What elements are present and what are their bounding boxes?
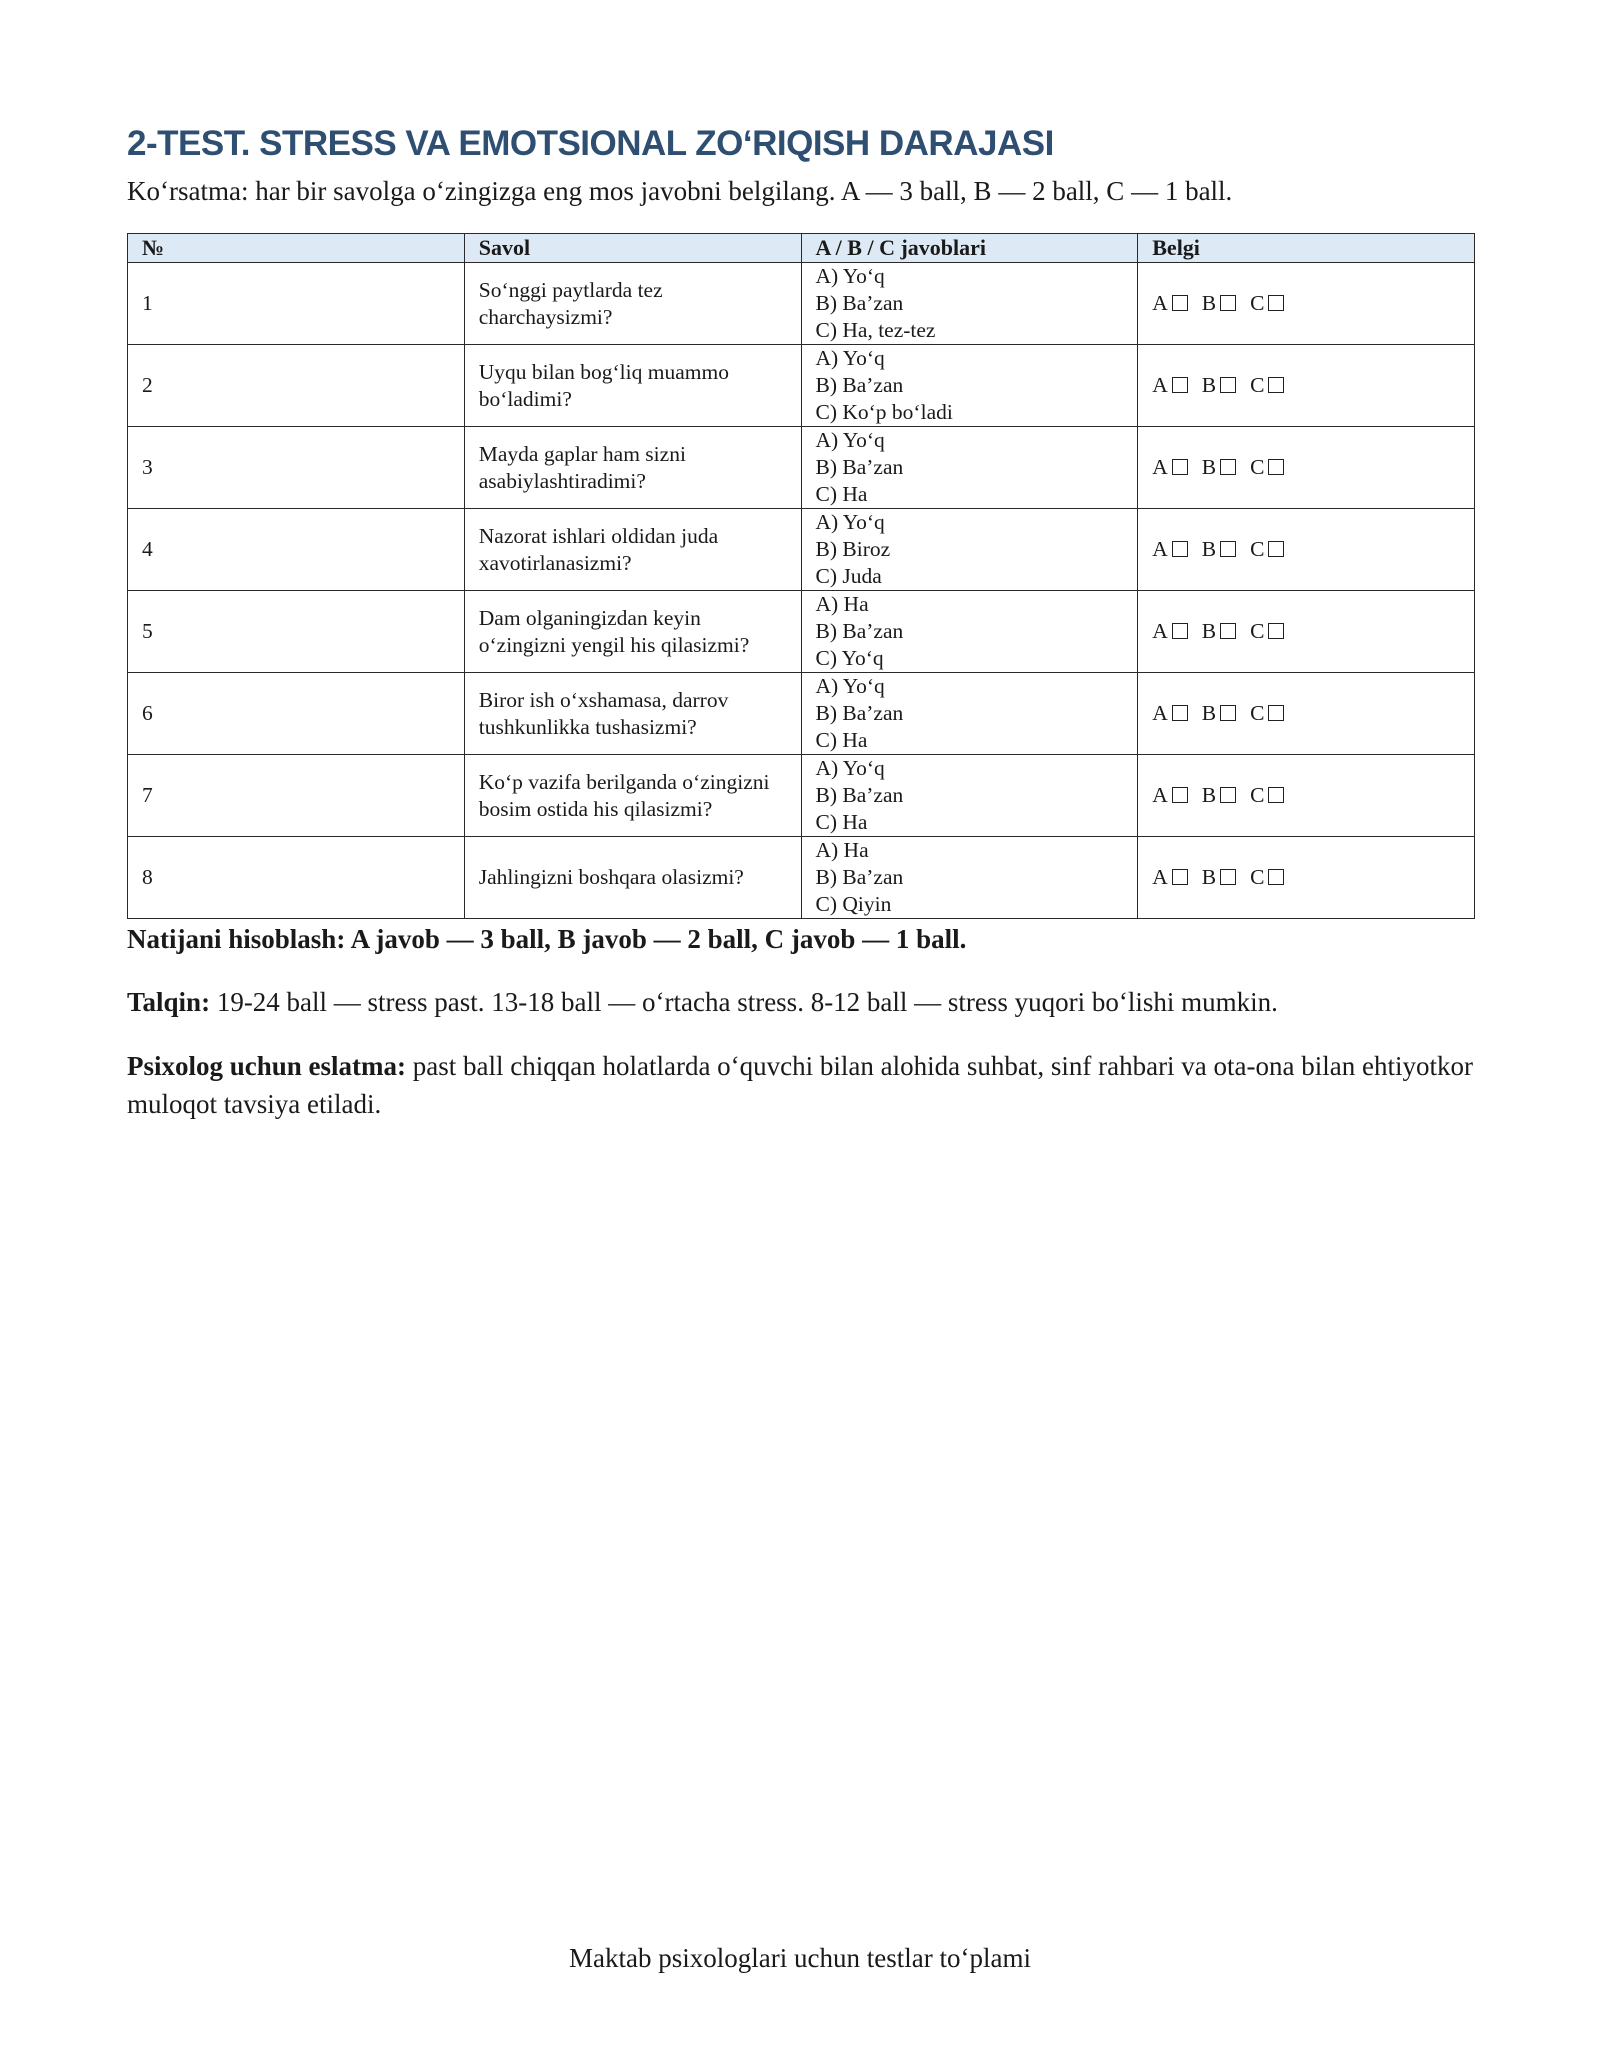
answer-b: B) Ba’zan xyxy=(815,291,904,315)
table-row xyxy=(128,673,1475,755)
checkbox-a[interactable] xyxy=(1172,377,1188,393)
answer-a: A) Yo‘q xyxy=(815,264,885,288)
answer-options xyxy=(801,755,1138,837)
mark-cell xyxy=(1138,591,1475,673)
answer-options xyxy=(801,427,1138,509)
checkbox-a[interactable] xyxy=(1172,459,1188,475)
question-text: Nazorat ishlari oldidan juda xavotirlanasizmi? xyxy=(464,509,801,591)
checkbox-b[interactable] xyxy=(1220,541,1236,557)
question-text: Dam olganingizdan keyin o‘zingizni yengil his qilasizmi? xyxy=(464,591,801,673)
checkbox-b[interactable] xyxy=(1220,623,1236,639)
table-header-row xyxy=(128,234,1475,263)
mark-label: A xyxy=(1152,291,1168,315)
answer-a: A) Yo‘q xyxy=(815,428,885,452)
mark-cell xyxy=(1138,755,1475,837)
question-text: Jahlingizni boshqara olasizmi? xyxy=(464,837,801,919)
checkbox-c[interactable] xyxy=(1268,541,1284,557)
table-row xyxy=(128,509,1475,591)
row-number: 7 xyxy=(128,755,465,837)
row-number: 6 xyxy=(128,673,465,755)
checkbox-b[interactable] xyxy=(1220,787,1236,803)
mark-label: C xyxy=(1250,455,1265,479)
mark-label: B xyxy=(1201,373,1217,397)
checkbox-c[interactable] xyxy=(1268,377,1284,393)
scoring-rule: Natijani hisoblash: A javob — 3 ball, B javob — 2 ball, C javob — 1 ball. xyxy=(127,924,967,954)
checkbox-b[interactable] xyxy=(1220,295,1236,311)
answer-options xyxy=(801,263,1138,345)
checkbox-c[interactable] xyxy=(1268,295,1284,311)
checkbox-a[interactable] xyxy=(1172,787,1188,803)
mark-cell xyxy=(1138,427,1475,509)
mark-cell xyxy=(1138,673,1475,755)
question-text: Ko‘p vazifa berilganda o‘zingizni bosim ostida his qilasizmi? xyxy=(464,755,801,837)
mark-label: B xyxy=(1201,455,1217,479)
answer-a: A) Yo‘q xyxy=(815,510,885,534)
answer-a: A) Ha xyxy=(815,592,869,616)
psychologist-note xyxy=(127,1047,1474,1123)
question-text: So‘nggi paytlarda tez charchaysizmi? xyxy=(464,263,801,345)
mark-label: B xyxy=(1201,291,1217,315)
mark-cell xyxy=(1138,509,1475,591)
mark-label: A xyxy=(1152,373,1168,397)
mark-label: A xyxy=(1152,537,1168,561)
checkbox-b[interactable] xyxy=(1220,377,1236,393)
row-number: 5 xyxy=(128,591,465,673)
mark-label: C xyxy=(1250,783,1265,807)
answer-options xyxy=(801,591,1138,673)
header-answers: A / B / C javoblari xyxy=(801,234,1138,263)
answer-b: B) Biroz xyxy=(815,537,891,561)
mark-label: C xyxy=(1250,865,1265,889)
answer-c: C) Juda xyxy=(815,564,882,588)
answer-b: B) Ba’zan xyxy=(815,865,904,889)
checkbox-c[interactable] xyxy=(1268,623,1284,639)
answer-b: B) Ba’zan xyxy=(815,701,904,725)
page-footer: Maktab psixologlari uchun testlar to‘plami xyxy=(569,1943,1031,1973)
document-page xyxy=(127,120,1474,1123)
question-text: Uyqu bilan bog‘liq muammo bo‘ladimi? xyxy=(464,345,801,427)
row-number: 2 xyxy=(128,345,465,427)
answer-options xyxy=(801,673,1138,755)
answer-a: A) Ha xyxy=(815,838,869,862)
question-table xyxy=(127,233,1475,919)
checkbox-a[interactable] xyxy=(1172,623,1188,639)
mark-cell xyxy=(1138,345,1475,427)
checkbox-c[interactable] xyxy=(1268,705,1284,721)
note-label: Psixolog uchun eslatma: xyxy=(127,1051,407,1081)
answer-c: C) Qiyin xyxy=(815,892,892,916)
mark-label: B xyxy=(1201,619,1217,643)
answer-a: A) Yo‘q xyxy=(815,346,885,370)
table-row xyxy=(128,591,1475,673)
test-title: 2-TEST. STRESS VA EMOTSIONAL ZO‘RIQISH DARAJASI xyxy=(127,124,1054,163)
answer-c: C) Ha xyxy=(815,810,868,834)
answer-b: B) Ba’zan xyxy=(815,455,904,479)
row-number: 4 xyxy=(128,509,465,591)
mark-label: B xyxy=(1201,783,1217,807)
mark-label: C xyxy=(1250,619,1265,643)
table-row xyxy=(128,345,1475,427)
mark-label: C xyxy=(1250,701,1265,725)
mark-label: B xyxy=(1201,537,1217,561)
checkbox-b[interactable] xyxy=(1220,869,1236,885)
checkbox-c[interactable] xyxy=(1268,787,1284,803)
checkbox-c[interactable] xyxy=(1268,459,1284,475)
header-question: Savol xyxy=(464,234,801,263)
interpretation-label: Talqin: xyxy=(127,987,211,1017)
answer-options xyxy=(801,837,1138,919)
table-row xyxy=(128,837,1475,919)
checkbox-a[interactable] xyxy=(1172,705,1188,721)
checkbox-a[interactable] xyxy=(1172,541,1188,557)
interpretation-text: 19-24 ball — stress past. 13-18 ball — o‘rtacha stress. 8-12 ball — stress yuqori bo‘lishi mumkin. xyxy=(210,987,1278,1017)
mark-cell xyxy=(1138,263,1475,345)
answer-options xyxy=(801,345,1138,427)
instruction-text: Ko‘rsatma: har bir savolga o‘zingizga eng mos javobni belgilang. A — 3 ball, B — 2 ball, C — 1 ball. xyxy=(127,176,1233,206)
mark-label: A xyxy=(1152,619,1168,643)
checkbox-b[interactable] xyxy=(1220,459,1236,475)
question-text: Mayda gaplar ham sizni asabiylashtiradimi? xyxy=(464,427,801,509)
question-text: Biror ish o‘xshamasa, darrov tushkunlikka tushasizmi? xyxy=(464,673,801,755)
answer-c: C) Yo‘q xyxy=(815,646,884,670)
checkbox-b[interactable] xyxy=(1220,705,1236,721)
mark-cell xyxy=(1138,837,1475,919)
row-number: 8 xyxy=(128,837,465,919)
mark-label: A xyxy=(1152,783,1168,807)
mark-label: A xyxy=(1152,701,1168,725)
mark-label: C xyxy=(1250,291,1265,315)
mark-label: A xyxy=(1152,455,1168,479)
answer-a: A) Yo‘q xyxy=(815,674,885,698)
answer-c: C) Ko‘p bo‘ladi xyxy=(815,400,953,424)
answer-c: C) Ha, tez-tez xyxy=(815,318,936,342)
note-text: past ball chiqqan holatlarda o‘quvchi bilan alohida suhbat, sinf rahbari va ota-ona bilan ehtiyotkor muloqot tavsiya etiladi. xyxy=(127,1051,1473,1119)
answer-c: C) Ha xyxy=(815,728,868,752)
mark-label: B xyxy=(1201,701,1217,725)
mark-label: B xyxy=(1201,865,1217,889)
answer-c: C) Ha xyxy=(815,482,868,506)
answer-a: A) Yo‘q xyxy=(815,756,885,780)
table-row xyxy=(128,755,1475,837)
header-mark: Belgi xyxy=(1138,234,1475,263)
mark-label: C xyxy=(1250,537,1265,561)
checkbox-c[interactable] xyxy=(1268,869,1284,885)
answer-b: B) Ba’zan xyxy=(815,373,904,397)
checkbox-a[interactable] xyxy=(1172,869,1188,885)
answer-b: B) Ba’zan xyxy=(815,619,904,643)
checkbox-a[interactable] xyxy=(1172,295,1188,311)
header-number: № xyxy=(128,234,465,263)
table-row xyxy=(128,263,1475,345)
mark-label: C xyxy=(1250,373,1265,397)
table-row xyxy=(128,427,1475,509)
row-number: 3 xyxy=(128,427,465,509)
row-number: 1 xyxy=(128,263,465,345)
answer-options xyxy=(801,509,1138,591)
interpretation-paragraph xyxy=(127,983,1474,1021)
mark-label: A xyxy=(1152,865,1168,889)
answer-b: B) Ba’zan xyxy=(815,783,904,807)
